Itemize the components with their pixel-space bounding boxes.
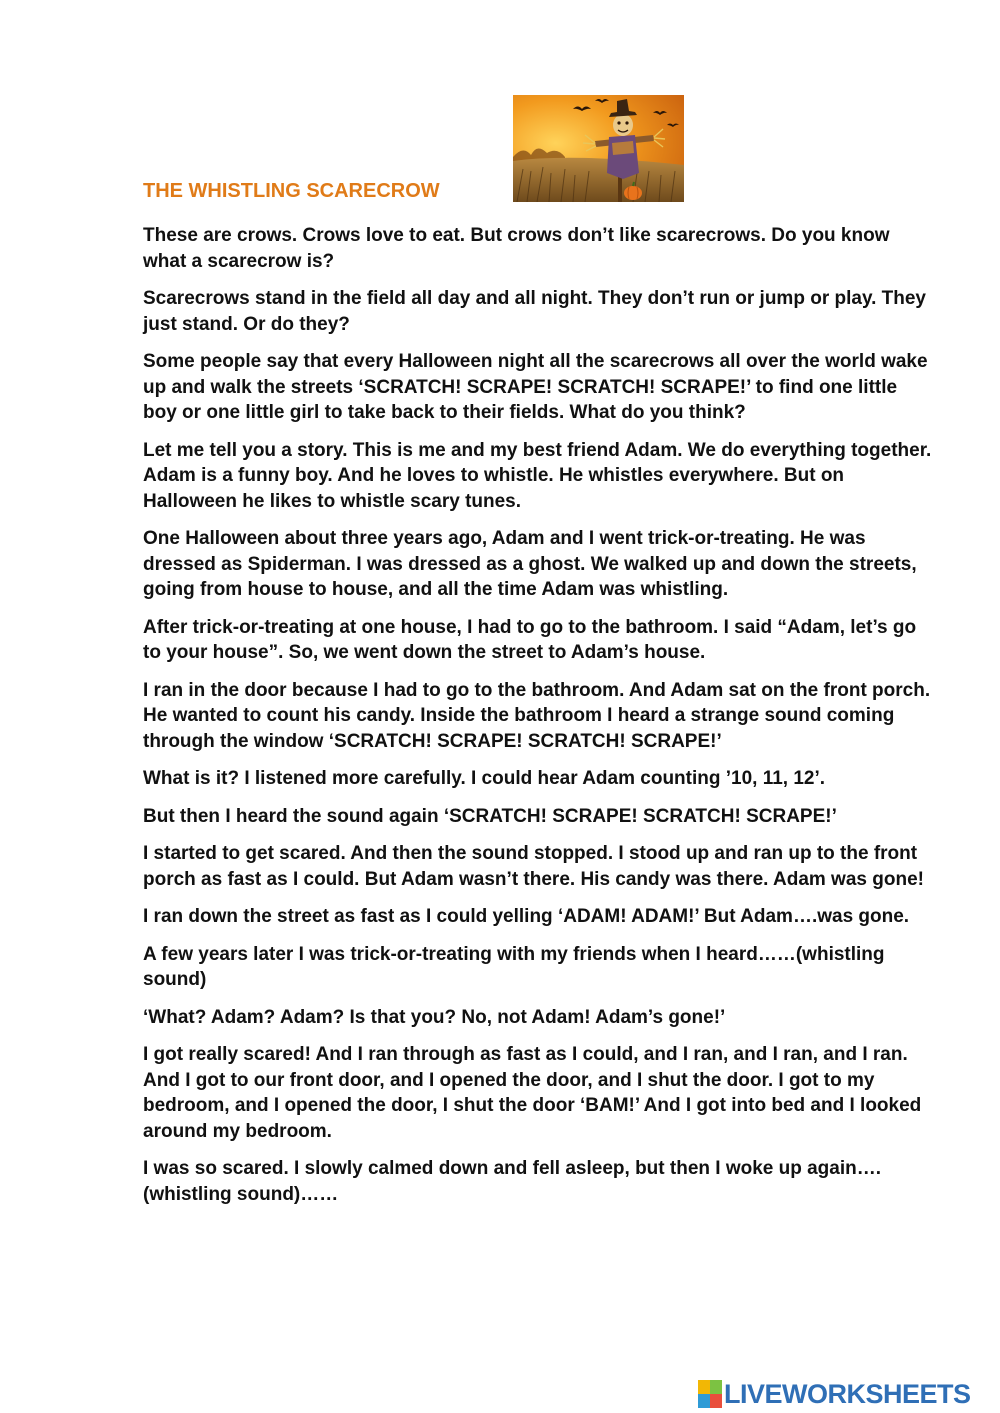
story-paragraph: These are crows. Crows love to eat. But crows don’t like scarecrows. Do you know what a scarecrow is? <box>143 225 890 272</box>
story-paragraph: I got really scared! And I ran through as fast as I could, and I ran, and I ran, and I ran. And I got to our front door, and I opened the door, and I shut the door. I got to my bedroom, and I opened the door, I shut the door ‘BAM!’ And I got into bed and I looked around my bedroom. <box>143 1044 922 1142</box>
story-paragraph: I ran in the door because I had to go to the bathroom. And Adam sat on the front porch. He wanted to count his candy. Inside the bathroom I heard a strange sound coming through the window ‘SCRATCH! SCRAPE! SCRATCH! SCRAPE!’ <box>143 679 931 752</box>
story-paragraph: But then I heard the sound again ‘SCRATCH! SCRAPE! SCRATCH! SCRAPE!’ <box>143 805 837 827</box>
story-paragraph: I started to get scared. And then the sound stopped. I stood up and ran up to the front porch as fast as I could. But Adam wasn’t there. His candy was there. Adam was gone! <box>143 843 924 890</box>
story-paragraph: One Halloween about three years ago, Adam and I went trick-or-treating. He was dressed as Spiderman. I was dressed as a ghost. We walked up and down the streets, going from house to house, and all the time Adam was whistling. <box>143 528 917 600</box>
story-paragraph: Some people say that every Halloween night all the scarecrows all over the world wake up and walk the streets ‘SCRATCH! SCRAPE! SCRATCH! SCRAPE!’ to find one little boy or one little girl to take back to their fields. What do you think? <box>143 351 928 423</box>
story-paragraph: Scarecrows stand in the field all day and all night. They don’t run or jump or play. They just stand. Or do they? <box>143 288 926 335</box>
story-paragraph: I was so scared. I slowly calmed down and fell asleep, but then I woke up again….(whistling sound)…… <box>143 1158 882 1205</box>
scarecrow-icon <box>513 95 684 202</box>
story-paragraph: ‘What? Adam? Adam? Is that you? No, not Adam! Adam’s gone!’ <box>143 1006 726 1028</box>
page-title: THE WHISTLING SCARECROW <box>143 180 440 202</box>
story-text <box>143 223 933 1219</box>
liveworksheets-logo[interactable] <box>698 1378 994 1410</box>
logo-text: LIVEWORKSHEETS <box>724 1378 971 1409</box>
liveworksheets-logo-icon <box>698 1380 722 1408</box>
story-paragraph: What is it? I listened more carefully. I could hear Adam counting ’10, 11, 12’. <box>143 768 826 789</box>
scarecrow-illustration <box>513 95 684 202</box>
story-paragraph: A few years later I was trick-or-treating with my friends when I heard……(whistling sound) <box>143 943 885 990</box>
story-paragraph: I ran down the street as fast as I could yelling ‘ADAM! ADAM!’ But Adam….was gone. <box>143 906 910 927</box>
story-paragraph: Let me tell you a story. This is me and my best friend Adam. We do everything together. Adam is a funny boy. And he loves to whistle. He whistles everywhere. But on Halloween he likes to whistle scary tunes. <box>143 439 932 512</box>
story-paragraph: After trick-or-treating at one house, I had to go to the bathroom. I said “Adam, let’s go to your house”. So, we went down the street to Adam’s house. <box>143 616 917 663</box>
